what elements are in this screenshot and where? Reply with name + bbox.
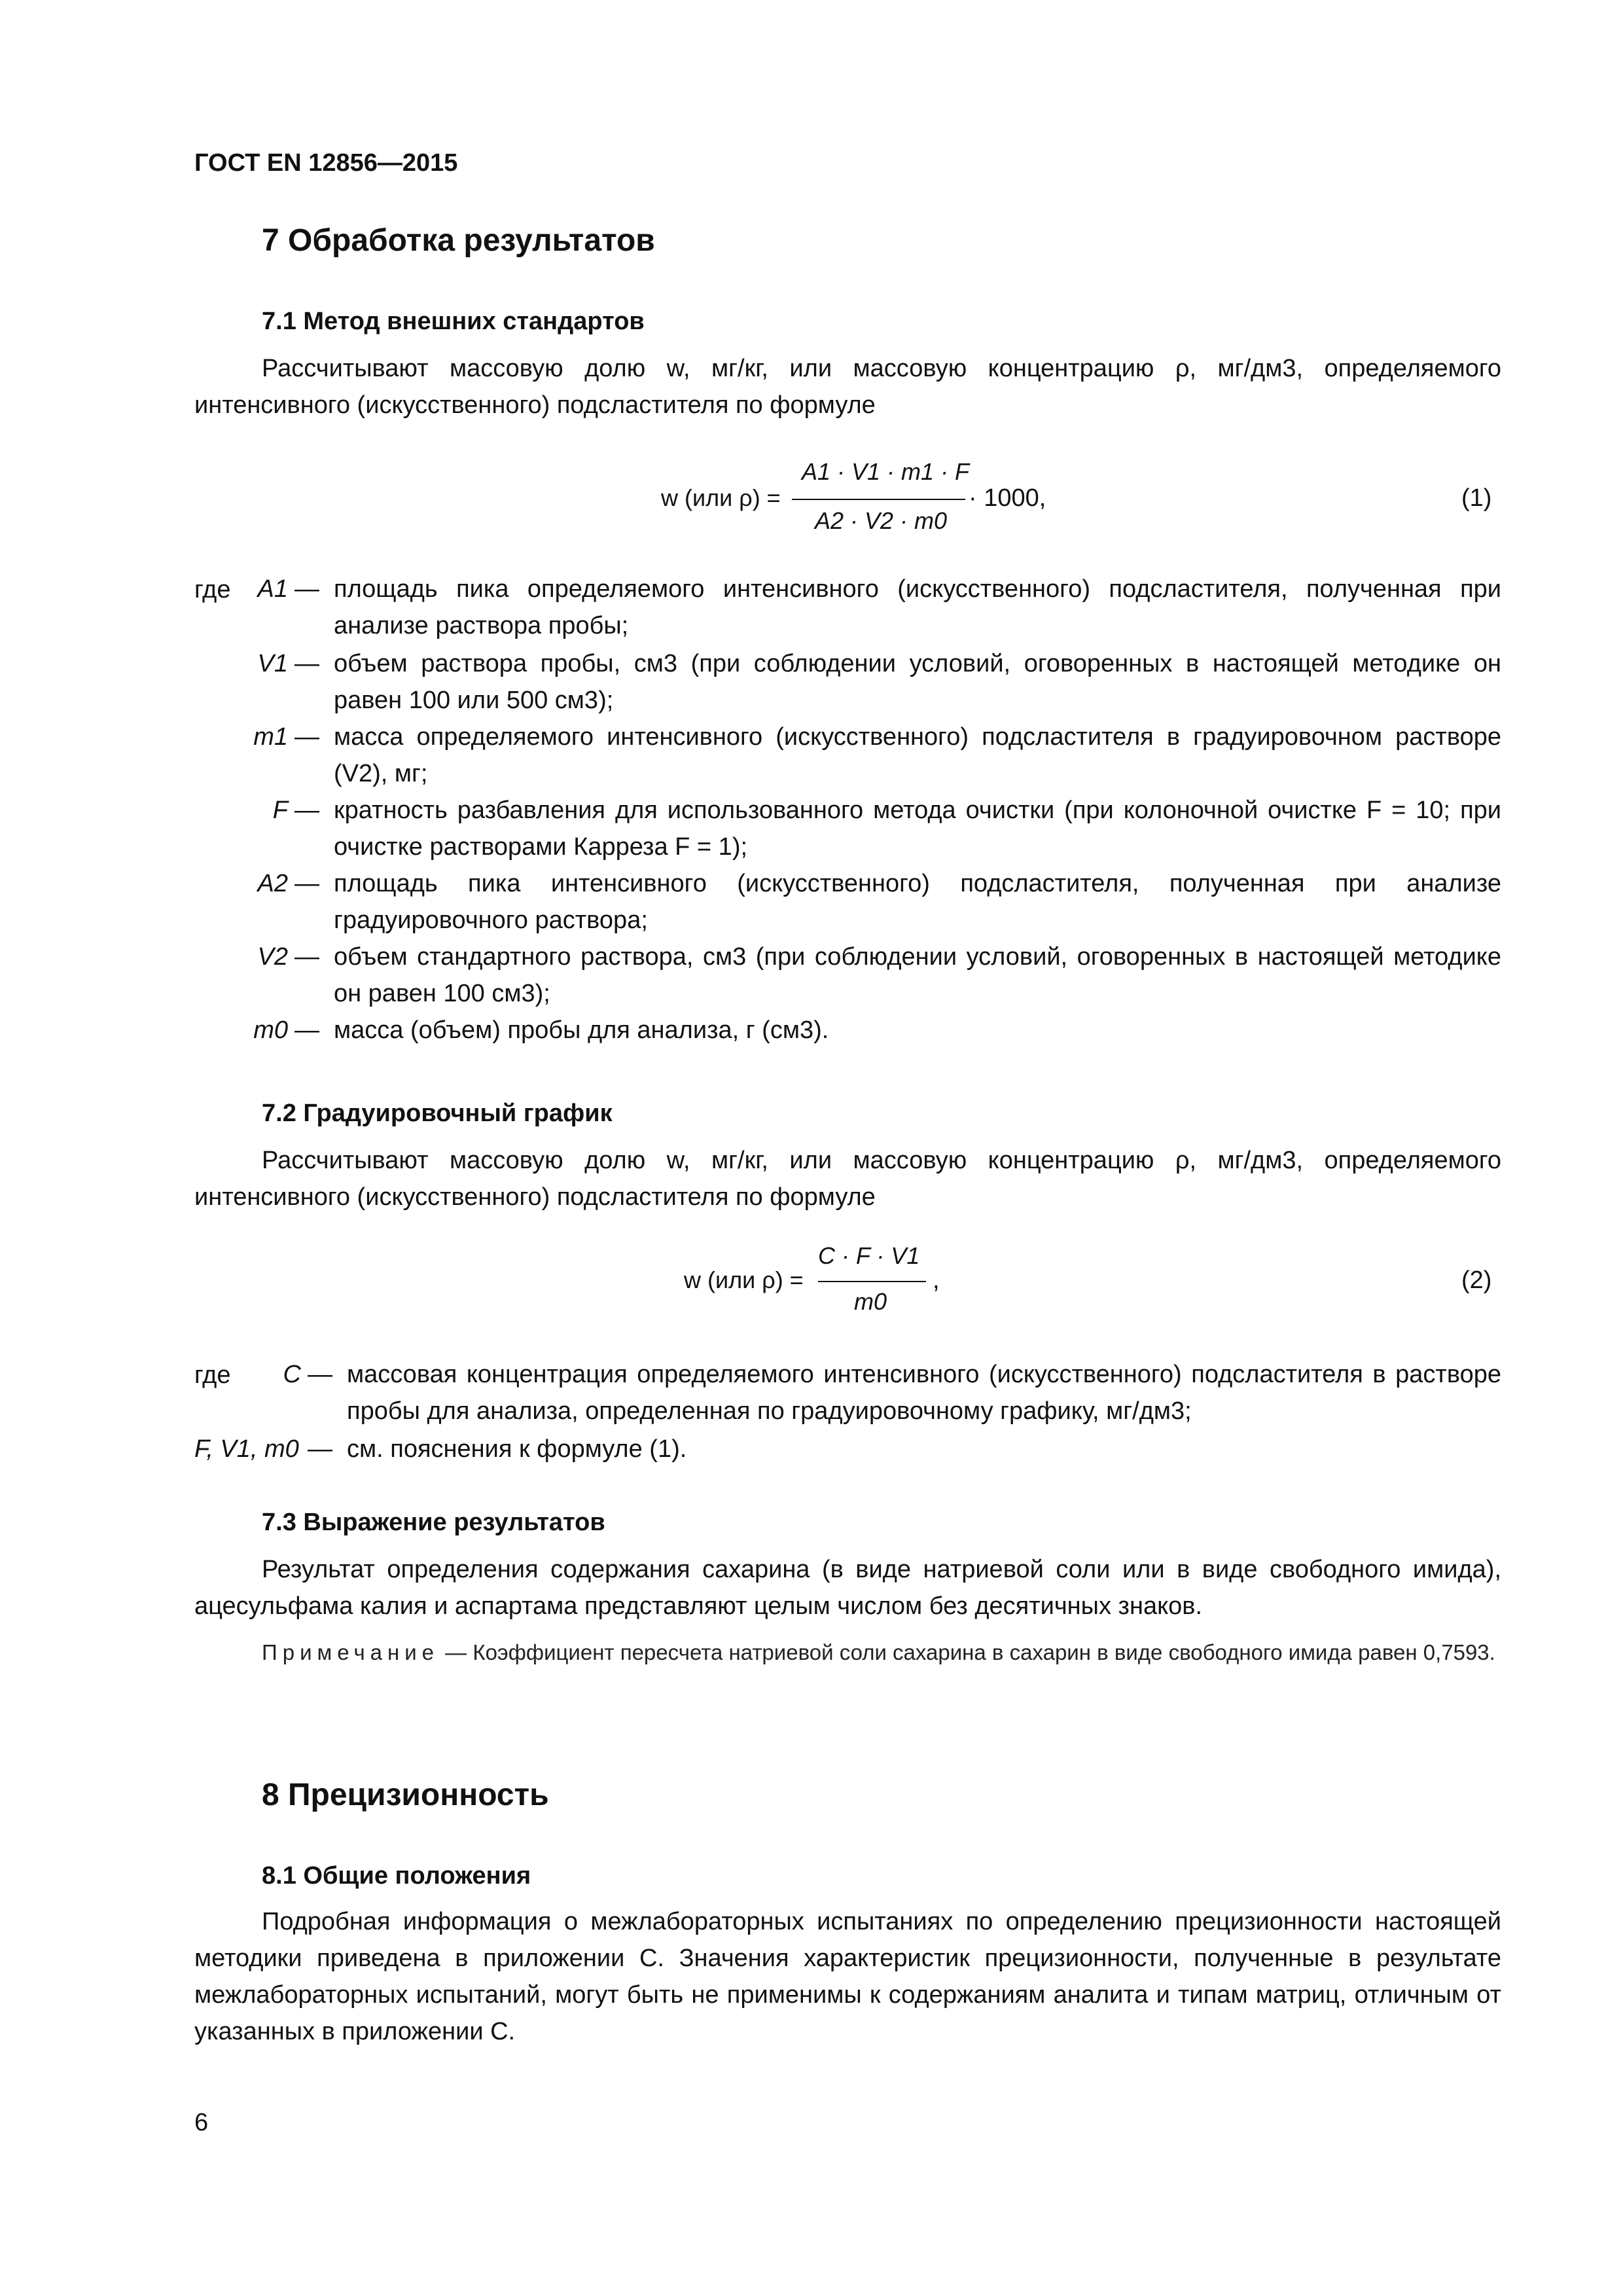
definition-symbol: m0 [253, 1016, 288, 1044]
definition-symbol: A2 [257, 870, 288, 897]
formula-2-denominator: m0 [854, 1288, 887, 1315]
formula-2-fraction-line [818, 1281, 926, 1282]
definition-symbol: m1 [253, 723, 288, 751]
document-header: ГОСТ EN 12856—2015 [194, 149, 458, 177]
paragraph-7-2: Рассчитывают массовую долю w, мг/кг, или массовую концентрацию ρ, мг/дм3, определяемого интенсивного (искусственного) подсластителя по формуле [194, 1147, 1501, 1211]
subsection-7-3-title: 7.3 Выражение результатов [262, 1509, 605, 1536]
definition-symbol: F, V1, m0 [194, 1435, 299, 1463]
paragraph-7-3: Результат определения содержания сахарина (в виде натриевой соли или в виде свободного имида), ацесульфама калия и аспартама представляют целым числом без десятичных знаков. [194, 1556, 1501, 1620]
definition-dash: — [294, 943, 319, 971]
definition-text: масса определяемого интенсивного (искусственного) подсластителя в градуировочном растворе (V2), мг; [334, 723, 1501, 787]
definition-dash: — [294, 723, 319, 751]
definition-dash: — [294, 870, 319, 897]
formula-1-denominator: A2 · V2 · m0 [815, 507, 948, 534]
formula-2-tail: , [933, 1266, 940, 1294]
definition-text: площадь пика определяемого интенсивного (искусственного) подсластителя, полученная при анализе раствора пробы; [334, 575, 1501, 639]
definition-symbol: V2 [257, 943, 288, 971]
note-7-3 [194, 1636, 1501, 1669]
definition-text: масса (объем) пробы для анализа, г (см3). [334, 1016, 829, 1044]
subsection-7-1-title: 7.1 Метод внешних стандартов [262, 308, 645, 335]
subsection-8-1-title: 8.1 Общие положения [262, 1862, 531, 1890]
definition-symbol: V1 [257, 650, 288, 677]
where-label-1: где [194, 576, 231, 603]
definition-dash: — [308, 1361, 332, 1388]
subsection-7-2-title: 7.2 Градуировочный график [262, 1100, 613, 1127]
paragraph-7-1: Рассчитывают массовую долю w, мг/кг, или массовую концентрацию ρ, мг/дм3, определяемого интенсивного (искусственного) подсластителя по формуле [194, 355, 1501, 419]
formula-1-tail: · 1000, [969, 484, 1046, 512]
definition-dash: — [308, 1435, 332, 1463]
formula-1-numerator: A1 · V1 · m1 · F [802, 458, 970, 485]
formula-2-lhs: w (или ρ) = [684, 1266, 804, 1293]
definition-text: площадь пика интенсивного (искусственного) подсластителя, полученная при анализе градуировочного раствора; [334, 870, 1501, 934]
definition-dash: — [294, 575, 319, 603]
definition-text: объем стандартного раствора, см3 (при соблюдении условий, оговоренных в настоящей методике он равен 100 см3); [334, 943, 1501, 1007]
note-text: — Коэффициент пересчета натриевой соли сахарина в сахарин в виде свободного имида равен 0,7593. [439, 1640, 1495, 1664]
definition-symbol: A1 [257, 575, 288, 603]
page-number: 6 [194, 2109, 209, 2136]
definition-text: см. пояснения к формуле (1). [347, 1435, 687, 1463]
formula-1-number: (1) [1461, 484, 1492, 512]
where-label-2: где [194, 1361, 231, 1389]
definition-dash: — [294, 797, 319, 824]
formula-2-numerator: C · F · V1 [818, 1242, 920, 1269]
formula-1-fraction-line [792, 499, 965, 500]
definition-text: массовая концентрация определяемого интенсивного (искусственного) подсластителя в растворе пробы для анализа, определенная по градуировочному графику, мг/дм3; [347, 1361, 1501, 1425]
definition-dash: — [294, 650, 319, 677]
section-8-title: 8 Прецизионность [262, 1778, 549, 1812]
definition-text: объем раствора пробы, см3 (при соблюдении условий, оговоренных в настоящей методике он равен 100 или 500 см3); [334, 650, 1501, 714]
note-label: Примечание [262, 1640, 440, 1664]
definition-symbol: C [283, 1361, 301, 1388]
formula-1-lhs: w (или ρ) = [661, 484, 781, 511]
definition-dash: — [294, 1016, 319, 1044]
section-7-title: 7 Обработка результатов [262, 223, 655, 258]
definition-text: кратность разбавления для использованного метода очистки (при колоночной очистке F = 10; при очистке растворами Карреза F = 1); [334, 797, 1501, 861]
paragraph-8-1: Подробная информация о межлабораторных испытаниях по определению прецизионности настоящей методики приведена в приложении С. Значения характеристик прецизионности, полученные в результате межлабораторных испытаний, могут быть не применимы к содержаниям аналита и типам матриц, отличным от указанных в приложении С. [194, 1908, 1501, 2045]
definition-symbol: F [272, 797, 288, 824]
formula-2-number: (2) [1461, 1266, 1492, 1294]
